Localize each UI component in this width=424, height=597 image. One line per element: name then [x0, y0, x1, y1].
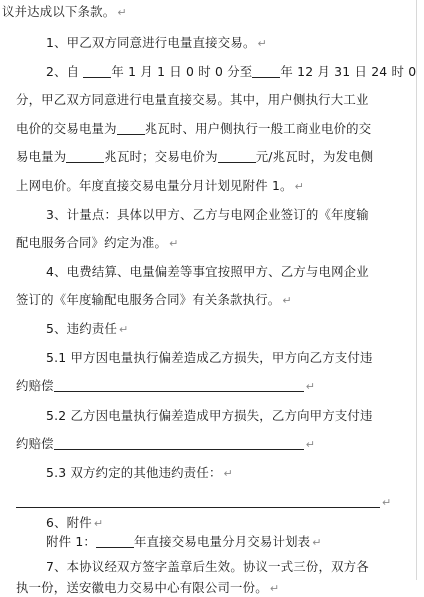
clause-2-end-text: 年 12 月 31 日 24 时 0 [280, 64, 417, 79]
attachment-line [46, 534, 322, 551]
paragraph-mark-icon: ↵ [169, 237, 179, 250]
clause-4 [46, 264, 369, 280]
text-line [16, 149, 373, 165]
clause-6-heading [46, 515, 103, 532]
paragraph-mark-icon: ↵ [117, 6, 127, 19]
clause-4-text: 4、电费结算、电量偏差等事宜按照甲方、乙方与电网企业 [46, 264, 369, 279]
text-line-content: 易电量为 [16, 149, 67, 164]
text-line-content: 议并达成以下条款。 [2, 4, 116, 19]
text-line [16, 121, 371, 137]
paragraph-mark-icon: ↵ [305, 380, 316, 393]
text-line-content: 元/兆瓦时，为发电侧 [255, 149, 374, 164]
attachment-title: 年直接交易电量分月交易计划表 [134, 534, 311, 549]
compensation-blank-5-2[interactable] [54, 437, 304, 450]
paragraph-mark-icon: ↵ [312, 536, 322, 549]
clause-7-text: 7、本协议经双方签字盖章后生效。协议一式三份，双方各 [46, 559, 369, 574]
paragraph-mark-icon: ↵ [119, 323, 129, 336]
trade-price-blank[interactable] [218, 150, 256, 163]
clause-2-start-text: 年 1 月 1 日 0 时 0 分至 [111, 64, 253, 79]
paragraph-mark-icon: ↵ [269, 582, 280, 595]
clause-5-1 [46, 350, 373, 366]
clause-7 [46, 559, 369, 575]
clause-1 [46, 35, 267, 52]
clause-3 [46, 207, 369, 223]
text-line [16, 436, 315, 453]
clause-1-text: 1、甲乙双方同意进行电量直接交易。 [46, 35, 256, 50]
clause-2-prefix: 2、自 [46, 64, 84, 79]
page-margin-line [416, 0, 417, 580]
clause-3-text: 3、计量点：具体以甲方、乙方与电网企业签订的《年度输 [46, 207, 369, 222]
text-line [16, 235, 179, 252]
text-line-content: 电价的交易电量为 [16, 121, 117, 136]
paragraph-mark-icon: ↵ [257, 37, 267, 50]
text-line [2, 4, 127, 21]
compensation-blank-5-1[interactable] [54, 379, 304, 392]
clause-5-1-text: 5.1 甲方因电量执行偏差造成乙方损失，甲方向乙方支付违 [46, 350, 373, 365]
text-line-content: 兆瓦时；交易电价为 [104, 149, 218, 164]
text-line-content: 兆瓦时、用户侧执行一般工商业电价的交 [144, 121, 372, 136]
paragraph-mark-icon: ↵ [382, 496, 392, 509]
year-start-blank[interactable] [83, 65, 111, 78]
attachment-year-blank[interactable] [96, 535, 134, 548]
text-line-content: 执一份，送安徽电力交易中心有限公司一份。 [16, 580, 268, 595]
text-line-content: 签订的《年度输配电服务合同》有关条款执行。 [16, 292, 281, 307]
text-line [16, 292, 292, 309]
clause-5-3-text: 5.3 双方约定的其他违约责任： [46, 465, 222, 480]
paragraph-mark-icon: ↵ [93, 517, 104, 530]
clause-5-2 [46, 408, 373, 424]
text-line [16, 378, 315, 395]
paragraph-mark-icon: ↵ [305, 438, 316, 451]
paragraph-mark-icon: ↵ [223, 467, 233, 480]
clause-5-heading [46, 321, 128, 338]
text-line-content: 配电服务合同》约定为准。 [16, 235, 168, 250]
clause-5-3 [46, 465, 233, 482]
clause-5-2-text: 5.2 乙方因电量执行偏差造成甲方损失，乙方向甲方支付违 [46, 408, 373, 423]
text-line-content: 约赔偿 [16, 378, 54, 393]
clause-5-heading-text: 5、违约责任 [46, 321, 118, 336]
text-line [16, 494, 391, 511]
paragraph-mark-icon: ↵ [294, 180, 305, 193]
year-end-blank[interactable] [252, 65, 280, 78]
other-liability-blank[interactable] [16, 495, 380, 508]
text-line [16, 580, 279, 597]
general-commercial-volume-blank[interactable] [66, 150, 104, 163]
clause-2-line-1 [46, 64, 416, 80]
text-line-content: 上网电价。年度直接交易电量分月计划见附件 1。 [16, 178, 293, 193]
attachment-label: 附件 1： [46, 534, 96, 549]
clause-6-heading-text: 6、附件 [46, 515, 92, 530]
text-line-content: 分，甲乙双方同意进行电量直接交易。其中，用户侧执行大工业 [16, 92, 369, 107]
text-line [16, 92, 369, 108]
text-line-content: 约赔偿 [16, 436, 54, 451]
text-line [16, 178, 304, 195]
large-industry-volume-blank[interactable] [117, 122, 145, 135]
paragraph-mark-icon: ↵ [282, 294, 292, 307]
